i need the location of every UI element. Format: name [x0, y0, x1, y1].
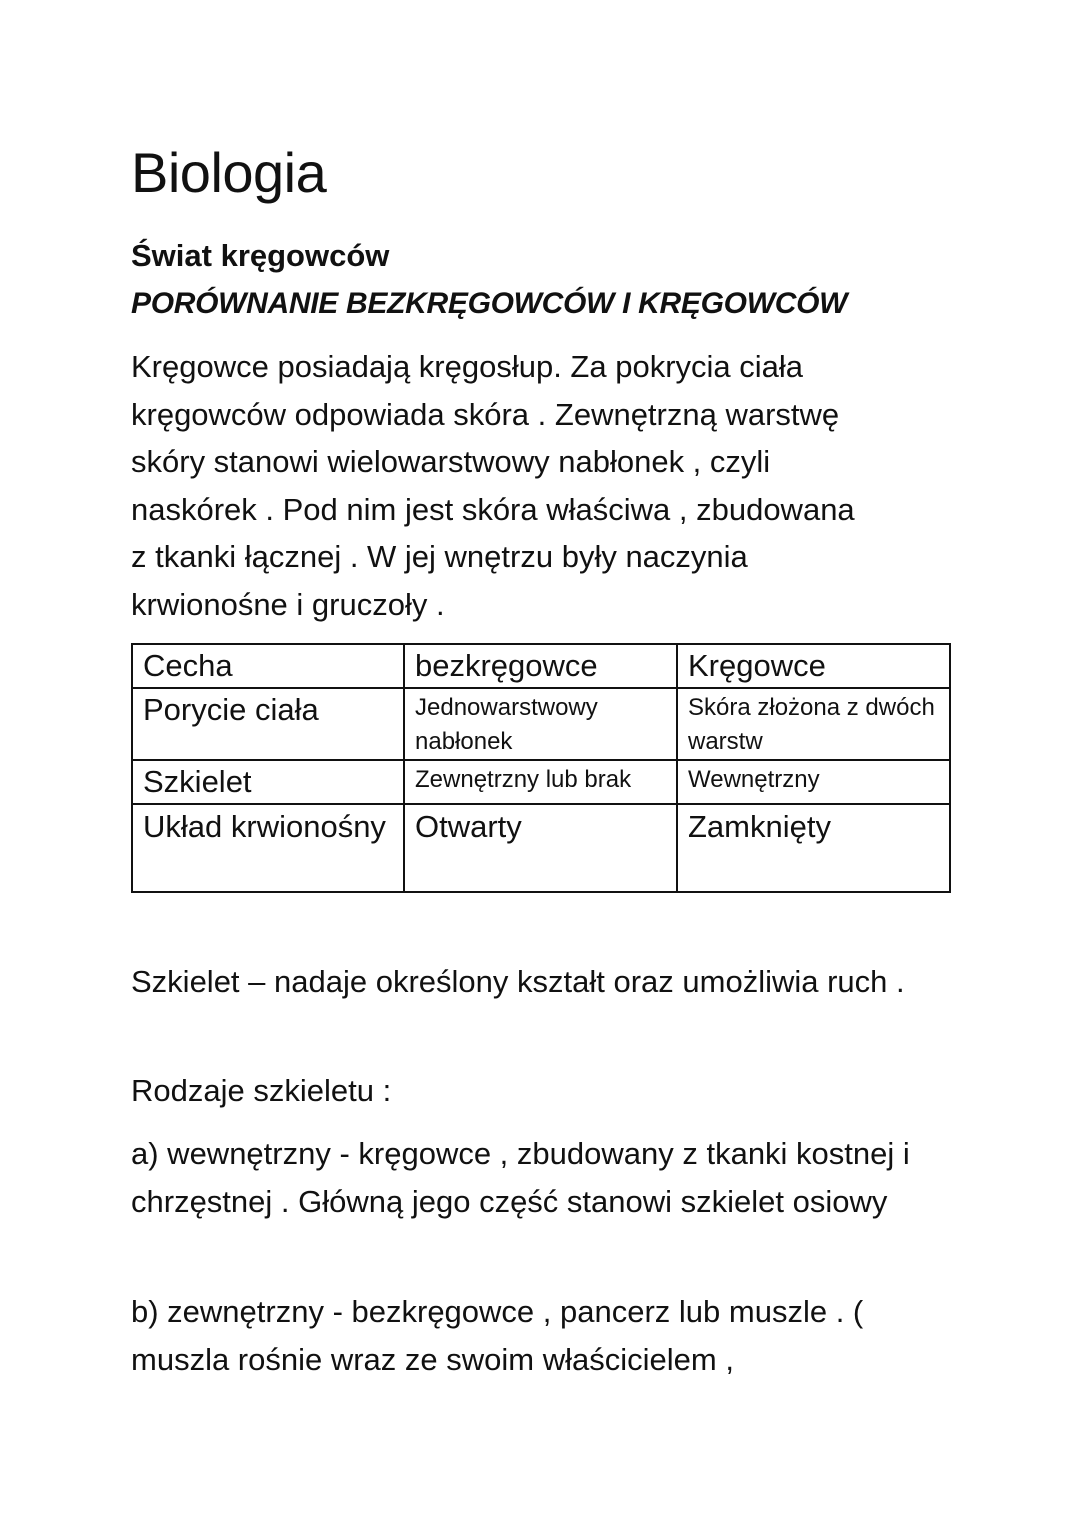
table-cell: Porycie ciała: [132, 688, 404, 760]
intro-line: z tkanki łącznej . W jej wnętrzu były naczynia: [131, 539, 748, 574]
table-cell: Szkielet: [132, 760, 404, 804]
table-header-cell: Cecha: [132, 644, 404, 688]
table-row: [132, 688, 950, 760]
table-row: [132, 804, 950, 892]
page-title: Biologia: [131, 141, 327, 204]
intro-line: krwionośne i gruczoły .: [131, 586, 445, 622]
table-row: [132, 760, 950, 804]
table-cell: Zewnętrzny lub brak: [404, 760, 677, 804]
section-heading: PORÓWNANIE BEZKRĘGOWCÓW I KRĘGOWCÓW: [131, 287, 848, 320]
intro-line: skóry stanowi wielowarstwowy nabłonek , czyli: [131, 444, 771, 479]
skeleton-definition: Szkielet – nadaje określony kształt oraz umożliwia ruch .: [131, 964, 905, 999]
table-cell: Układ krwionośny: [132, 804, 404, 892]
intro-line: kręgowców odpowiada skóra . Zewnętrzną warstwę: [131, 396, 840, 432]
table-cell: Otwarty: [404, 804, 677, 892]
skeleton-types-label: Rodzaje szkieletu :: [131, 1073, 392, 1108]
table-header-cell: bezkręgowce: [404, 644, 677, 688]
skeleton-type-external: b) zewnętrzny - bezkręgowce , pancerz lub muszle . ( muszla rośnie wraz ze swoim właścicielem ,: [131, 1294, 864, 1377]
table-cell: Skóra złożona z dwóch warstw: [677, 688, 950, 760]
table-header-row: [132, 644, 950, 688]
intro-paragraph: [131, 343, 951, 628]
comparison-table: [131, 643, 951, 893]
intro-line: Kręgowce posiadają kręgosłup. Za pokrycia ciała: [131, 349, 804, 384]
intro-line: naskórek . Pod nim jest skóra właściwa , zbudowana: [131, 491, 855, 527]
skeleton-type-internal: a) wewnętrzny - kręgowce , zbudowany z tkanki kostnej i chrzęstnej . Główną jego część stanowi szkielet osiowy: [131, 1136, 910, 1219]
table-cell: Jednowarstwowy nabłonek: [404, 688, 677, 760]
table-cell: Zamknięty: [677, 804, 950, 892]
table-cell: Wewnętrzny: [677, 760, 950, 804]
table-header-cell: Kręgowce: [677, 644, 950, 688]
section-subtitle: Świat kręgowców: [131, 238, 390, 273]
